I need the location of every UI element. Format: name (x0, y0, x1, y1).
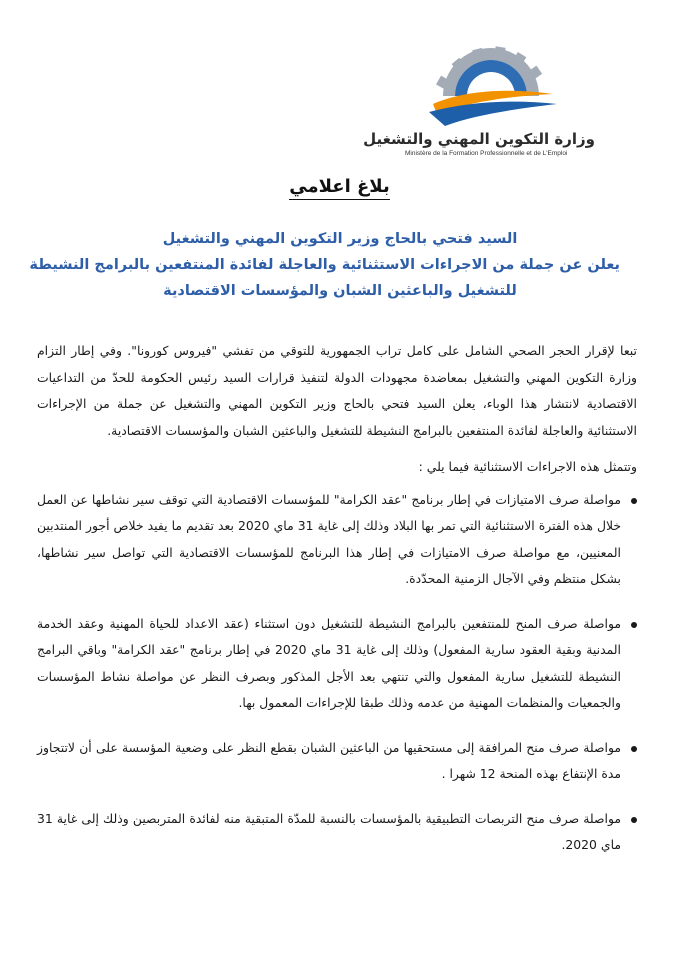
ministry-name-arabic: وزارة التكوين المهني والتشغيل (363, 130, 595, 148)
list-item (37, 487, 637, 593)
list-item (37, 735, 637, 788)
announcement-titles (29, 226, 620, 304)
title-line-1: السيد فتحي بالحاج وزير التكوين المهني والتشغيل (162, 231, 518, 247)
measures-list (37, 487, 637, 859)
list-item-text: مواصلة صرف المنح للمنتفعين بالبرامج النشيطة للتشغيل دون استثناء (عقد الاعداد للحياة المهنية وعقد الخدمة المدنية وبقية العقود سارية المفعول) وذلك إلى غاية 31 ماي 2020 في إطار برنامج "عقد الكرامة" وباقي البرامج النشيطة للتشغيل سارية المفعول والتي تنتهي بعد الأجل المذكور وبصرف النظر عن مواصلة نشاط المؤسسات والجمعيات والمنظمات المهنية من عدمه وذلك طبقا للإجراءات المعمول بها. (37, 615, 621, 710)
title-line-2: يعلن عن جملة من الاجراءات الاستثنائية والعاجلة لفائدة المنتفعين بالبرامج النشيطة (29, 257, 620, 273)
list-item-text: مواصلة صرف منح المرافقة إلى مستحقيها من الباعثين الشبان بقطع النظر على وضعية المؤسسة على أن لاتتجاوز مدة الإنتفاع بهذه المنحة 12 شهرا . (37, 739, 621, 781)
bullet-dot-icon (631, 498, 637, 504)
bullet-dot-icon (631, 746, 637, 752)
list-item-text: مواصلة صرف الامتيازات في إطار برنامج "عقد الكرامة" للمؤسسات الاقتصادية التي توقف سير نشاطها عن العمل خلال هذه الفترة الاستثنائية التي تمر بها البلاد وذلك إلى غاية 31 ماي 2020 بعد تقديم ما يفيد خلاص أجور المنتدبين المعنيين، مع مواصلة صرف الامتيازات في إطار هذا البرنامج للمؤسسات الاقتصادية التي تواصل سير نشاطها، بشكل منتظم وفي الآجال الزمنية المحدّدة. (37, 491, 621, 586)
ministry-logo (363, 38, 595, 168)
title-line-3: للتشغيل والباعثين الشبان والمؤسسات الاقتصادية (163, 283, 517, 299)
measures-lead: وتتمثل هذه الاجراءات الاستثنائية فيما يلي : (418, 459, 637, 474)
list-item (37, 806, 637, 859)
bullet-dot-icon (631, 622, 637, 628)
ministry-gear-sun-logo-icon (415, 38, 565, 128)
page-title-text: بلاغ اعلامي (289, 176, 389, 200)
list-item (37, 611, 637, 717)
bullet-dot-icon (631, 817, 637, 823)
document-body (37, 338, 637, 877)
list-item-text: مواصلة صرف منح التربصات التطبيقية بالمؤسسات بالنسبة للمدّة المتبقية منه لفائدة المتربصين وذلك إلى غاية 31 ماي 2020. (37, 810, 621, 852)
page-title (0, 176, 679, 197)
ministry-name-french: Ministère de la Formation Professionnelle et de L'Emploi (405, 150, 568, 157)
intro-paragraph: تبعا لإقرار الحجر الصحي الشامل على كامل تراب الجمهورية للتوقي من تفشي "فيروس كورونا". وفي إطار التزام وزارة التكوين المهني والتشغيل بمعاضدة مجهودات الدولة لتنفيذ قرارات السيد رئيس الحكومة للحدّ من التداعيات الاقتصادية لانتشار هذا الوباء، يعلن السيد فتحي بالحاج وزير التكوين المهني والتشغيل عن جملة من الإجراءات الاستثنائية والعاجلة لفائدة المنتفعين بالبرامج النشيطة للتشغيل والباعثين الشبان والمؤسسات الاقتصادية. (37, 343, 637, 438)
